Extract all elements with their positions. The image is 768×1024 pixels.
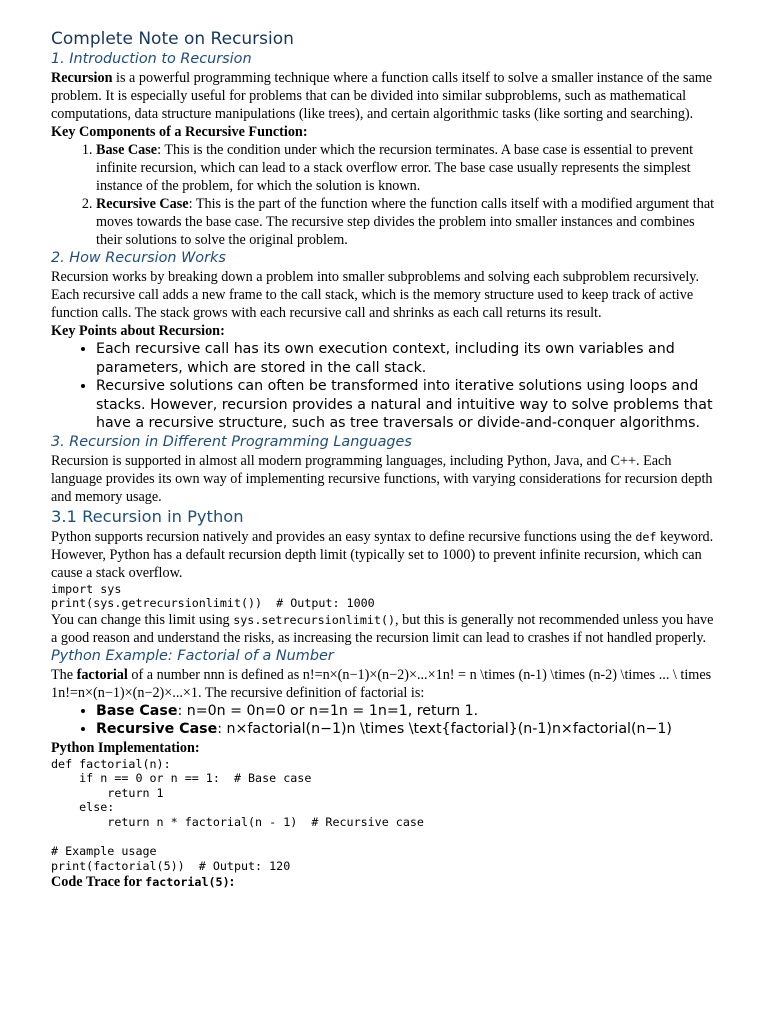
implementation-heading: Python Implementation: — [51, 739, 200, 756]
case-term: Recursive Case — [96, 721, 218, 738]
list-item: • Recursive solutions can often be transformed into iterative solutions using loops and stacks. However, recursion provides a natural and intuitive way to solve problems that have a recursive structure, such as tree traversals or divide-and-conquer algorithms. — [96, 377, 723, 433]
factorial-text-b: of a number nnn is defined as n!=n×(n−1)×(n−2)×...×1n! = n \times (n-1) \times (n-2) \times ... \ times 1n!=n×(n−1)×(n−2)×...×1. The recursive definition of factorial is: — [51, 666, 712, 701]
key-components-heading: Key Components of a Recursive Function: — [51, 124, 308, 140]
case-text: : n×factorial(n−1)n \times \text{factorial}(n-1)n×factorial(n−1) — [217, 721, 672, 738]
components-list — [51, 141, 723, 249]
code-block-recursion-limit: import sys print(sys.getrecursionlimit()) # Output: 1000 — [51, 581, 375, 611]
setlimit-text-b: , but this is generally not recommended unless you have a good reason and understand the risks, as increasing the recursion limit can lead to crashes if not handled properly. — [51, 611, 714, 646]
item-text: : This is the part of the function where the function calls itself with a modified argument that moves towards the base case. The recursive step divides the problem into smaller instances and combines their solutions to solve the original problem. — [96, 196, 715, 248]
item-term: Base Case — [96, 142, 158, 158]
python-paragraph — [51, 528, 723, 582]
factorial-term: factorial — [76, 666, 128, 683]
python-text-b: keyword. However, Python has a default recursion depth limit (typically set to 1000) to prevent infinite recursion, which can cause a stack overflow. — [51, 528, 714, 581]
code-trace-heading — [51, 873, 723, 891]
trace-text-b: : — [229, 874, 235, 891]
item-text: : This is the condition under which the recursion terminates. A base case is essential to prevent infinite recursion, which can lead to a stack overflow error. The base case usually represents the simplest instance of the problem, for which the solution is known. — [96, 142, 694, 194]
inline-code-def: def — [635, 529, 657, 544]
section-heading-factorial-example: Python Example: Factorial of a Number — [51, 647, 334, 664]
factorial-cases-list — [51, 702, 723, 739]
intro-paragraph — [51, 69, 723, 123]
section-heading-languages: 3. Recursion in Different Programming Languages — [51, 433, 412, 450]
setlimit-text-a: You can change this limit using — [51, 611, 234, 628]
code-block-factorial: def factorial(n): if n == 0 or n == 1: # Base case return 1 else: return n * factorial(n - 1) # Recursive case # Example usage print(factorial(5)) # Output: 120 — [51, 756, 424, 873]
case-text: : n=0n = 0n=0 or n=1n = 1n=1, return 1. — [177, 702, 479, 719]
factorial-paragraph — [51, 666, 723, 702]
key-points-heading: Key Points about Recursion: — [51, 323, 225, 339]
section-heading-how-it-works: 2. How Recursion Works — [51, 250, 226, 266]
section-heading-introduction: 1. Introduction to Recursion — [51, 51, 252, 67]
case-term: Base Case — [96, 702, 178, 719]
document-page — [51, 28, 723, 891]
list-item — [96, 141, 723, 195]
list-item: • Each recursive call has its own execution context, including its own variables and parameters, which are stored in the call stack. — [96, 340, 723, 377]
inline-code-factorial: factorial(5) — [145, 875, 230, 890]
trace-text-a: Code Trace for — [51, 874, 146, 891]
languages-paragraph: Recursion is supported in almost all modern programming languages, including Python, Java, and C++. Each language provides its own way of implementing recursive functions, with varying considerations for recursion depth and memory usage. — [51, 452, 713, 505]
list-item — [96, 702, 723, 721]
item-term: Recursive Case — [96, 196, 189, 212]
factorial-text-a: The — [51, 666, 77, 683]
key-points-list — [51, 340, 723, 433]
python-text-a: Python supports recursion natively and provides an easy syntax to define recursive functions using the — [51, 528, 636, 545]
intro-term: Recursion — [51, 70, 113, 86]
section-heading-python: 3.1 Recursion in Python — [51, 506, 244, 526]
how-it-works-paragraph: Recursion works by breaking down a problem into smaller subproblems and solving each subproblem recursively. Each recursive call adds a new frame to the call stack, which is the memory structure used to keep track of active function calls. The stack grows with each recursive call and shrinks as each call returns its result. — [51, 269, 700, 321]
list-item — [96, 195, 723, 249]
page-title: Complete Note on Recursion — [51, 29, 294, 49]
list-item — [96, 720, 723, 739]
intro-text: is a powerful programming technique where a function calls itself to solve a smaller instance of the same problem. It is especially useful for problems that can be divided into similar subproblems, such as mathematical computations, data structure manipulations (like trees), and certain algorithmic tasks (like sorting and searching). — [51, 70, 713, 122]
inline-code-setrecursionlimit: sys.setrecursionlimit() — [233, 612, 396, 627]
setlimit-paragraph — [51, 611, 723, 647]
